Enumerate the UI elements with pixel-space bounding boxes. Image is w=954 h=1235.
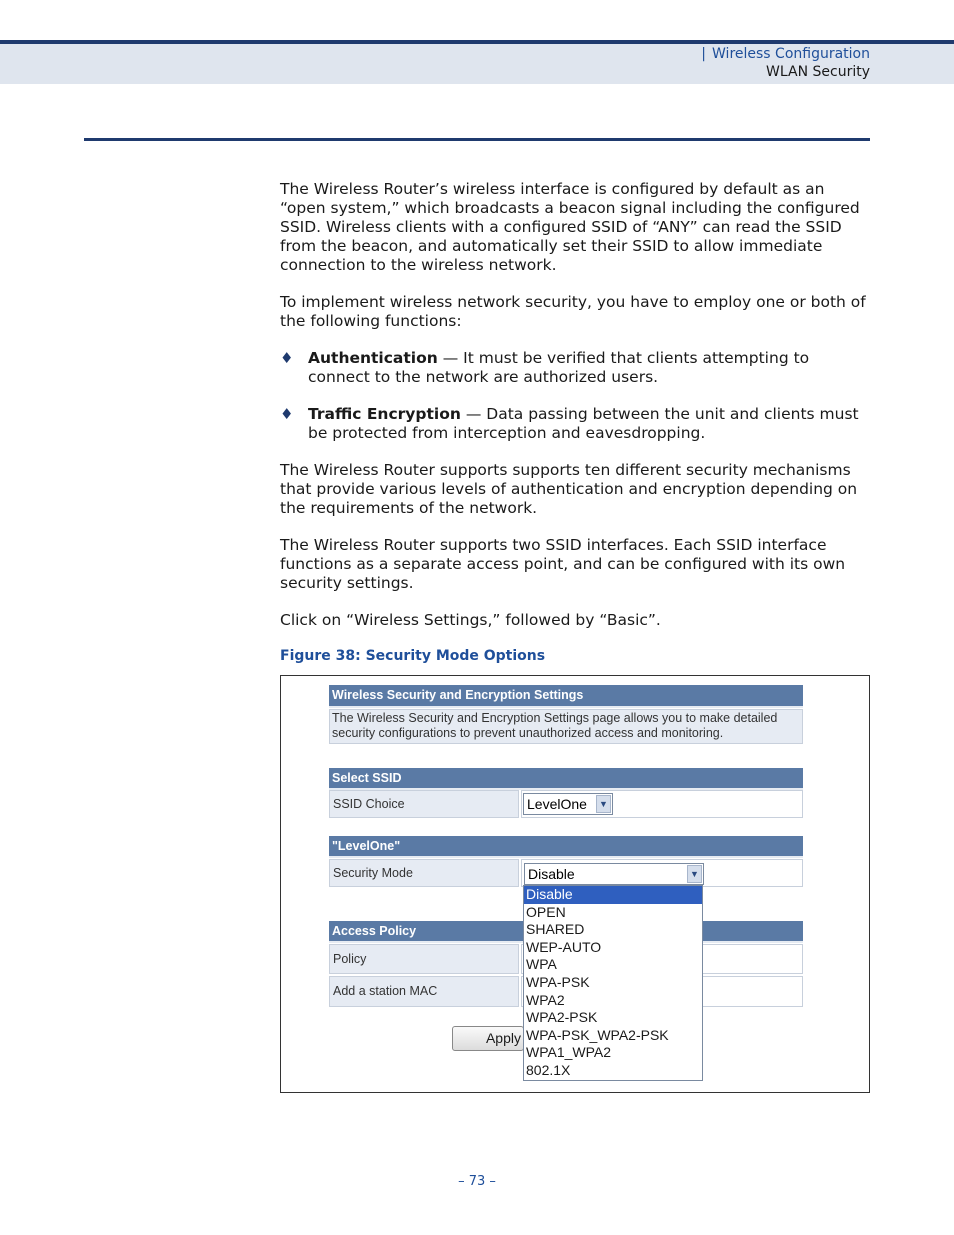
security-mode-option[interactable]: SHARED: [526, 921, 585, 938]
security-mode-select[interactable]: [524, 863, 704, 885]
security-mode-option[interactable]: WEP-AUTO: [526, 938, 602, 955]
header-section: [701, 46, 870, 62]
security-mode-option[interactable]: OPEN: [526, 903, 566, 920]
paragraph-4: The Wireless Router supports two SSID interfaces. Each SSID interface functions as a separate access point, and can be configured with its own security settings.: [280, 536, 846, 592]
add-station-label: Add a station MAC: [329, 976, 519, 1007]
paragraph-2: To implement wireless network security, you have to employ one or both of the following functions:: [280, 293, 866, 330]
header-separator: |: [701, 46, 707, 62]
ssid-choice-row: [329, 790, 803, 818]
levelone-header: "LevelOne": [329, 836, 803, 858]
security-mode-option[interactable]: Disable: [524, 886, 702, 904]
header-section-title: Wireless Configuration: [712, 46, 870, 62]
policy-label: Policy: [329, 944, 519, 974]
bullet-text: — Data passing between the unit and clients must be protected from interception and eavesdropping.: [308, 405, 859, 442]
access-policy-header: Access Policy: [329, 921, 803, 943]
section-rule: [84, 138, 870, 141]
bullet-term: Authentication: [308, 349, 438, 367]
bullet-traffic-encryption: [280, 405, 872, 443]
security-mode-cell: [521, 859, 803, 887]
router-ui-screenshot: [281, 676, 869, 1092]
security-mode-value: Disable: [528, 866, 575, 882]
security-mode-option[interactable]: WPA: [526, 956, 557, 973]
security-mode-option[interactable]: WPA2: [526, 991, 565, 1008]
figure-frame: [280, 675, 870, 1093]
security-mode-option[interactable]: WPA-PSK_WPA2-PSK: [526, 1026, 669, 1043]
figure-caption: Figure 38: Security Mode Options: [280, 648, 546, 664]
security-mode-option[interactable]: WPA2-PSK: [526, 1009, 598, 1026]
security-mode-option[interactable]: WPA1_WPA2: [526, 1044, 612, 1061]
header-subsection: WLAN Security: [766, 64, 870, 80]
security-mode-option[interactable]: 802.1X: [526, 1061, 571, 1078]
security-mode-option[interactable]: WPA-PSK: [526, 973, 590, 990]
security-settings-title: Wireless Security and Encryption Settings: [329, 685, 803, 708]
security-mode-dropdown[interactable]: [523, 885, 703, 1081]
body-text: [280, 180, 872, 648]
paragraph-3: The Wireless Router supports supports ten different security mechanisms that provide various levels of authentication and encryption depending on the requirements of the network.: [280, 461, 858, 517]
paragraph-5: Click on “Wireless Settings,” followed by “Basic”.: [280, 611, 661, 629]
ssid-choice-label: SSID Choice: [329, 790, 519, 818]
page-number: – 73 –: [458, 1174, 496, 1189]
ssid-choice-cell: [521, 790, 803, 818]
chevron-down-icon[interactable]: ▼: [687, 865, 702, 883]
apply-button[interactable]: Apply: [452, 1026, 524, 1051]
security-mode-row: [329, 859, 803, 887]
ssid-choice-select[interactable]: [523, 793, 613, 815]
bullet-term: Traffic Encryption: [308, 405, 461, 423]
ssid-choice-value: LevelOne: [527, 796, 587, 812]
diamond-bullet-icon: ♦: [280, 349, 294, 367]
chevron-down-icon[interactable]: ▼: [596, 795, 611, 813]
security-mode-label: Security Mode: [329, 859, 519, 887]
bullet-authentication: [280, 349, 872, 387]
select-ssid-header: Select SSID: [329, 768, 803, 790]
paragraph-1: The Wireless Router’s wireless interface is configured by default as an “open system,” which broadcasts a beacon signal including the configured SSID. Wireless clients with a configured SSID of “ANY” can read the SSID from the beacon, and automatically set their SSID to allow immediate connection to the wireless network.: [280, 180, 860, 274]
bullet-text: — It must be verified that clients attempting to connect to the network are authorized users.: [308, 349, 810, 386]
security-settings-description: The Wireless Security and Encryption Settings page allows you to make detailed security configurations to prevent unauthorized access and monitoring.: [329, 709, 803, 744]
diamond-bullet-icon: ♦: [280, 405, 294, 423]
